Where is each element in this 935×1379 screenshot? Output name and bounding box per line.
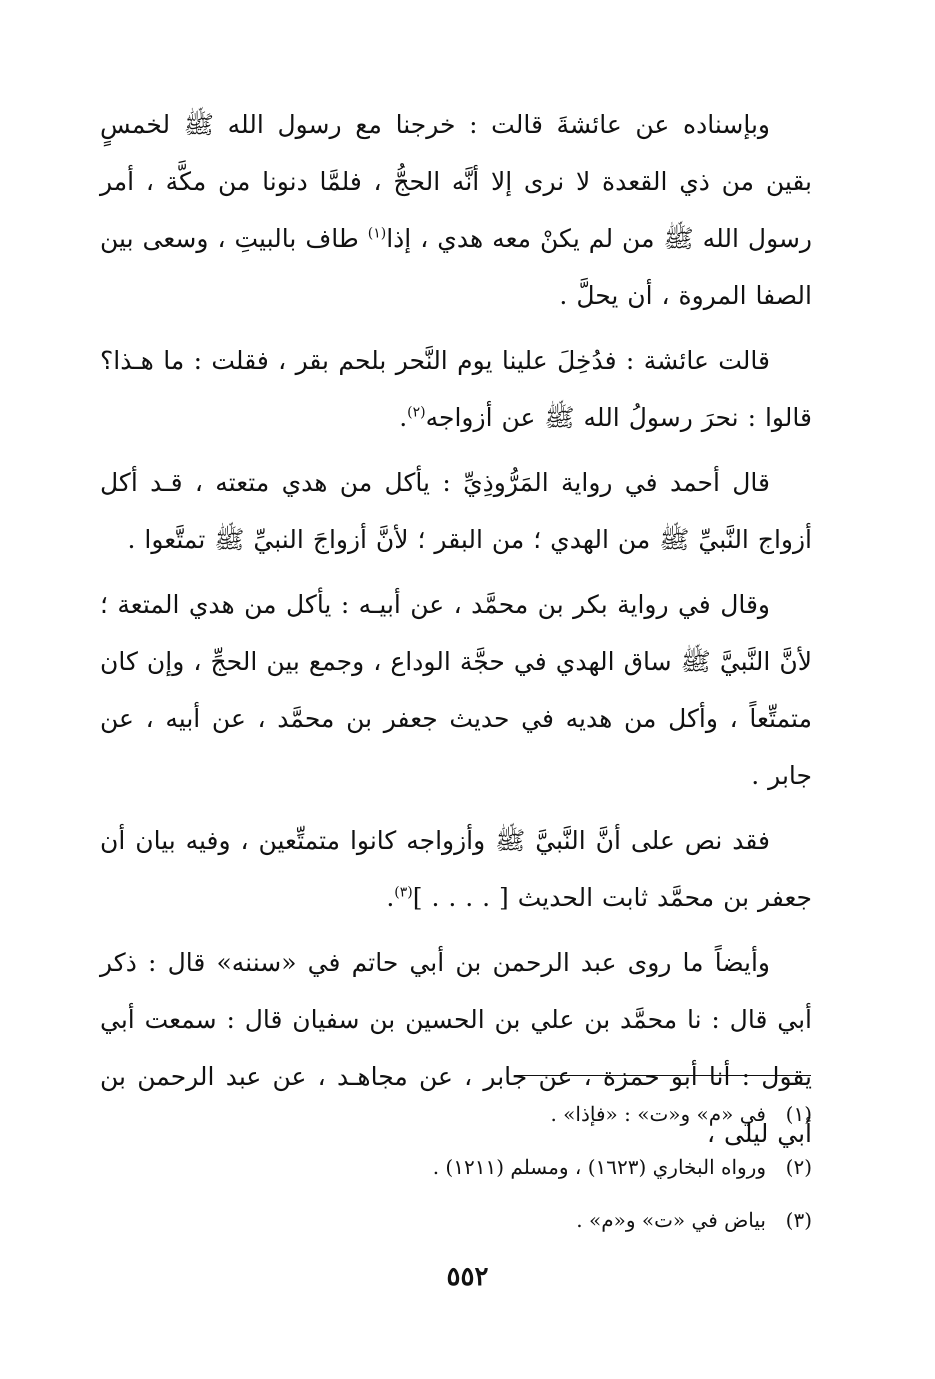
footnote-ref-3: (٣) <box>394 884 413 901</box>
paragraph-5-text-after: . <box>386 883 395 912</box>
footnote-ref-2: (٢) <box>407 404 426 421</box>
footnote-number: (١) <box>785 1102 812 1126</box>
paragraph-4 <box>100 576 812 804</box>
footnote-number: (٢) <box>785 1155 812 1179</box>
paragraph-2 <box>100 332 812 446</box>
paragraph-1-text: وبإسناده عن عائشةَ قالت : خرجنا مع رسول الله ﷺ لخمسٍ بقين من ذي القعدة لا نرى إلا أنَّه الحجُّ ، فلمَّا دنونا من مكَّة ، أمر رسول الله ﷺ من لم يكنْ معه هدي ، إذا <box>100 110 812 253</box>
footnote-divider <box>515 1075 811 1076</box>
paragraph-1 <box>100 96 812 324</box>
paragraph-6-text: وأيضاً ما روى عبد الرحمن بن أبي حاتم في «سننه» قال : ذكر أبي قال : نا محمَّد بن علي بن الحسين بن سفيان قال : سمعت أبي يقول : أنا أبو حمزة ، عن جابر ، عن مجاهـد ، عن عبد الرحمن بن أبي ليلى ، <box>100 948 812 1148</box>
paragraph-1-text-after: طاف بالبيتِ ، وسعى بين الصفا المروة ، أن يحلَّ . <box>100 224 812 310</box>
paragraph-4-text: وقال في رواية بكر بن محمَّد ، عن أبيـه : يأكل من هدي المتعة ؛ لأنَّ النَّبيَّ ﷺ ساق الهدي في حجَّة الوداع ، وجمع بين الحجِّ ، وإن كان متمتِّعاً ، وأكل من هديه في حديث جعفر بن محمَّد ، عن أبيه ، عن جابر . <box>100 590 812 790</box>
paragraph-5-text: فقد نص على أنَّ النَّبيَّ ﷺ وأزواجه كانوا متمتِّعين ، وفيه بيان أن جعفر بن محمَّد ثابت الحديث [ . . . . ] <box>100 826 812 912</box>
footnote-3 <box>100 1194 812 1247</box>
footnote-text: ورواه البخاري (١٦٢٣) ، ومسلم (١٢١١) . <box>432 1155 766 1179</box>
paragraph-2-text-after: . <box>399 403 408 432</box>
paragraph-3 <box>100 454 812 568</box>
paragraph-5 <box>100 812 812 926</box>
paragraph-3-text: قال أحمد في رواية المَرُّوذِيِّ : يأكل من هدي متعته ، قـد أكل أزواج النَّبيِّ ﷺ من الهدي ؛ من البقر ؛ لأنَّ أزواجَ النبيِّ ﷺ تمتَّعوا . <box>100 468 812 554</box>
page-number: ٥٥٢ <box>446 1262 489 1292</box>
footnote-1 <box>100 1088 812 1141</box>
paragraph-2-text: قالت عائشة : فدُخِلَ علينا يوم النَّحر بلحم بقر ، فقلت : ما هـذا؟ قالوا : نحرَ رسولُ الله ﷺ عن أزواجه <box>100 346 812 432</box>
footnote-ref-1: (١) <box>367 225 387 242</box>
footnote-text: في «م» و«ت» : «فإذا» . <box>550 1102 766 1126</box>
footnote-text: بياض في «ت» و«م» . <box>576 1208 766 1232</box>
main-text <box>100 96 812 1170</box>
footnote-2 <box>100 1141 812 1194</box>
footnotes <box>100 1088 812 1247</box>
footnote-number: (٣) <box>785 1208 812 1232</box>
